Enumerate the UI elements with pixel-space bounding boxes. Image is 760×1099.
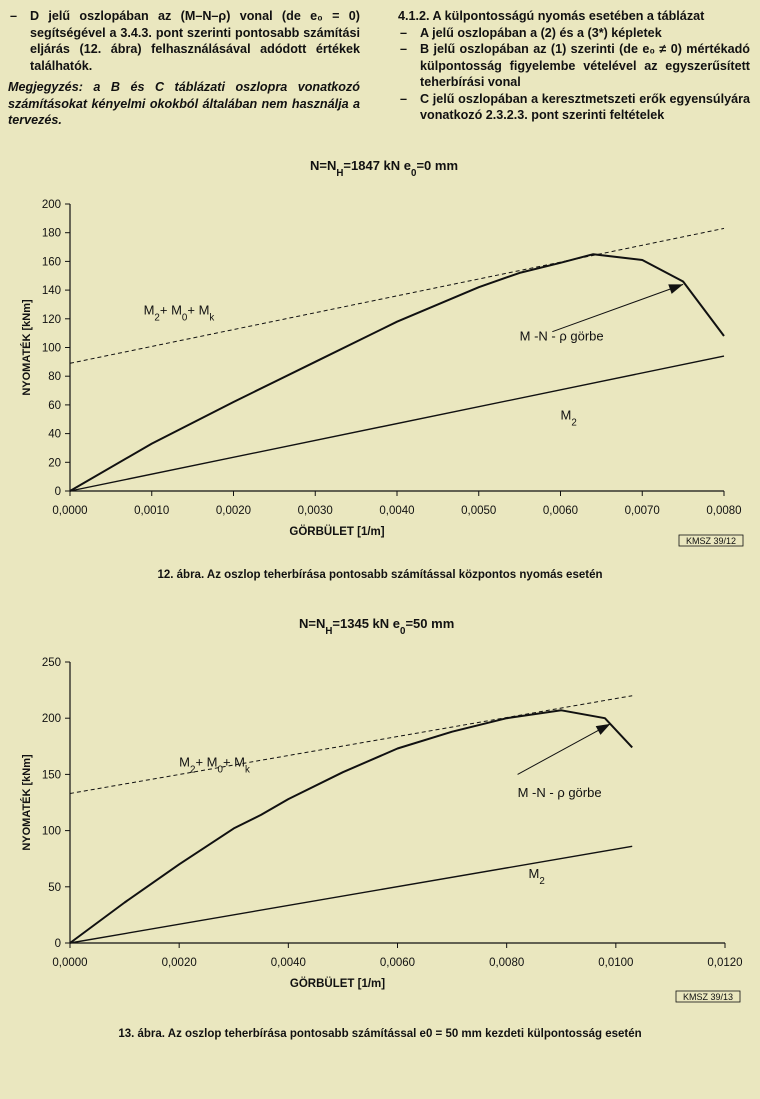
- stamp-text: KMSZ 39/12: [685, 536, 737, 546]
- y-tick-label: 150: [41, 769, 61, 782]
- x-tick-label: 0,0000: [52, 957, 88, 969]
- y-tick-label: 140: [41, 285, 61, 298]
- y-tick-label: 60: [48, 399, 61, 412]
- x-tick-label: 0,0030: [297, 505, 333, 517]
- y-tick-label: 120: [41, 313, 61, 326]
- x-tick-label: 0,0120: [707, 957, 743, 969]
- note-paragraph: Megjegyzés: a B és C táblázati oszlopra vonatkozó számításokat kényelmi okokból általában nem használja a tervezés.: [8, 80, 360, 127]
- x-tick-label: 0,0020: [161, 957, 197, 969]
- annotation-m2-m0-mk: $M_2+ M_0+ M_k$: [143, 302, 215, 323]
- x-tick-label: 0,0000: [52, 505, 88, 517]
- bullet-b: [398, 41, 750, 91]
- annotation-m2: $M_2$: [560, 407, 577, 428]
- series-line-mnrho: [70, 254, 724, 491]
- x-tick-label: 0,0010: [134, 505, 170, 517]
- y-tick-label: 80: [48, 371, 61, 384]
- y-tick-label: 200: [41, 199, 61, 211]
- left-text-column: [8, 8, 360, 129]
- arrow-head: [596, 724, 611, 735]
- series-line-m2: [70, 846, 632, 943]
- x-tick-label: 0,0050: [461, 505, 497, 517]
- bullet-b-text: B jelű oszlopában az (1) szerinti (de e₀ ≠ 0) mértékadó külpontosság figyelembe vételével az egyszerűsített teherbírási vonal: [420, 42, 750, 89]
- x-tick-label: 0,0020: [215, 505, 252, 517]
- figure-12: [0, 152, 760, 592]
- figure-12-caption: 12. ábra. Az oszlop teherbírása pontosabb számítással központos nyomás esetén: [157, 569, 603, 581]
- arrow-line: [552, 284, 683, 331]
- bullet-d: [8, 8, 360, 74]
- x-tick-label: 0,0080: [489, 957, 525, 969]
- x-tick-label: 0,0100: [598, 957, 634, 969]
- series-line-m2: [70, 356, 724, 491]
- series-line-mnrho: [70, 710, 632, 943]
- annotation-mnrho: M -N - ρ görbe: [519, 328, 604, 344]
- section-heading: 4.1.2. A külpontosságú nyomás esetében a táblázat: [398, 9, 705, 23]
- y-tick-label: 100: [41, 342, 61, 355]
- bullet-dash: –: [400, 42, 408, 56]
- bullet-c-text: C jelű oszlopában a keresztmetszeti erők egyensúlyára vonatkozó 2.3.2.3. pont szerinti feltételek: [420, 91, 750, 122]
- y-tick-label: 180: [41, 227, 61, 240]
- series-line-m2-m0-mk: [70, 228, 724, 363]
- x-tick-label: 0,0040: [270, 957, 306, 969]
- series-line-m2-m0-mk: [70, 696, 632, 794]
- y-tick-label: 0: [54, 486, 61, 498]
- chart-title: $N=N_H=1847$ kN $e_0=0$ mm: [310, 158, 459, 179]
- bullet-a: [398, 25, 750, 42]
- annotation-m2-m0-mk: $M_2+ M_0+ M_k$: [179, 754, 250, 776]
- arrow-head: [668, 284, 683, 293]
- x-tick-label: 0,0060: [542, 505, 579, 517]
- arrow-line: [518, 724, 611, 775]
- y-tick-label: 50: [48, 881, 61, 894]
- x-axis-label: GÖRBÜLET [1/m]: [289, 526, 385, 538]
- y-tick-label: 40: [48, 428, 61, 441]
- y-tick-label: 100: [41, 825, 61, 838]
- figure-13: [0, 610, 760, 1050]
- y-tick-label: 20: [48, 457, 61, 470]
- bullet-dash: –: [10, 9, 18, 23]
- right-text-column: [398, 8, 750, 124]
- y-axis-label: NYOMATÉK [kNm]: [21, 754, 33, 851]
- x-axis-label: GÖRBÜLET [1/m]: [289, 978, 386, 990]
- stamp-text: KMSZ 39/13: [682, 992, 734, 1002]
- y-axis-label: NYOMATÉK [kNm]: [21, 299, 33, 396]
- x-tick-label: 0,0040: [379, 505, 415, 517]
- chart-13-svg: [0, 610, 760, 1010]
- annotation-m2: $M_2$: [528, 865, 545, 887]
- chart-12-svg: [0, 152, 760, 567]
- y-tick-label: 160: [41, 256, 61, 269]
- y-tick-label: 0: [54, 938, 61, 950]
- chart-title: $N=N_H=1345$ kN $e_0=50$ mm: [299, 616, 455, 637]
- x-tick-label: 0,0070: [624, 505, 660, 517]
- y-tick-label: 200: [41, 713, 61, 726]
- figure-13-caption: 13. ábra. Az oszlop teherbírása pontosabb számítással e0 = 50 mm kezdeti külpontosság esetén: [118, 1028, 642, 1040]
- bullet-dash: –: [400, 91, 408, 106]
- x-tick-label: 0,0060: [379, 957, 416, 969]
- x-tick-label: 0,0080: [706, 505, 742, 517]
- annotation-mnrho: M -N - ρ görbe: [517, 784, 602, 800]
- y-tick-label: 250: [41, 657, 61, 669]
- bullet-dash: –: [400, 25, 408, 40]
- bullet-a-text: A jelű oszlopában a (2) és a (3*) képletek: [420, 25, 662, 40]
- bullet-c: [398, 91, 750, 124]
- bullet-d-text: D jelű oszlopában az (M–N–ρ) vonal (de e₀ = 0) segítségével a 3.4.3. pont szerinti pontosabb számítási eljárás (12. ábra) felhasználásával adódott értékek találhatók.: [30, 9, 360, 73]
